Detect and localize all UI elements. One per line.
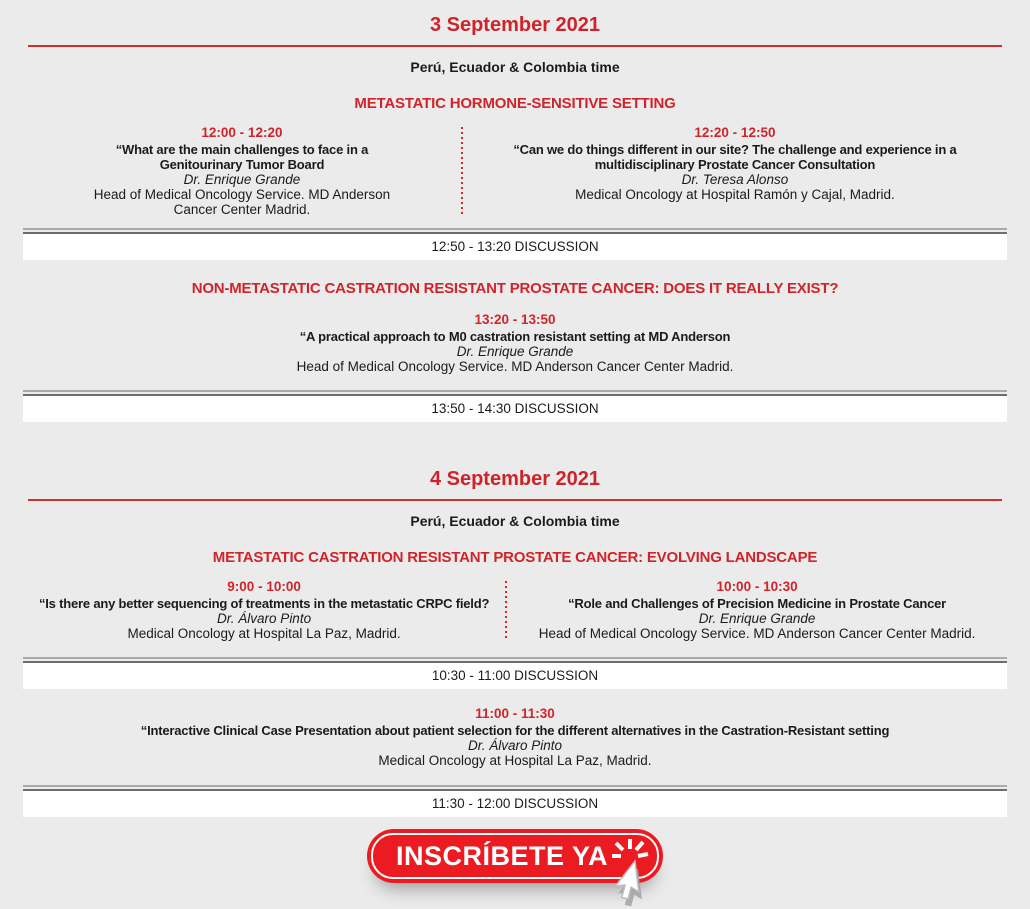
session-title: “Can we do things different in our site? The challenge and experience in a multidisciplinary Prostate Cancer Consultation [513,142,957,172]
session-time: 12:00 - 12:20 [201,125,283,140]
cta-row [23,829,1007,883]
session-title: “Interactive Clinical Case Presentation about patient selection for the different alternatives in the Castration-Resistant setting [140,723,890,738]
session-card [23,125,461,217]
register-button-label: INSCRÍBETE YA [395,840,609,871]
discussion-band [23,228,1007,260]
discussion-band [23,785,1007,817]
session-time: 11:00 - 11:30 [475,706,555,721]
day2-red-rule [28,499,1002,501]
day1-red-rule [28,45,1002,47]
session-card [23,706,1007,768]
session-card [23,312,1007,374]
discussion-band [23,390,1007,422]
day1-topic2-heading: NON-METASTATIC CASTRATION RESISTANT PROSTATE CANCER: DOES IT REALLY EXIST? [191,280,839,297]
session-time: 12:20 - 12:50 [694,125,776,140]
session-card [23,579,505,641]
day2-date-heading: 4 September 2021 [429,468,601,490]
discussion-label: 11:30 - 12:00 DISCUSSION [23,789,1007,817]
session-speaker: Dr. Teresa Alonso [681,172,789,187]
session-speaker: Dr. Enrique Grande [456,344,574,359]
day2-sessions-row [23,579,1007,641]
session-affiliation: Head of Medical Oncology Service. MD Anderson Cancer Center Madrid. [538,626,976,641]
session-affiliation: Head of Medical Oncology Service. MD Anderson Cancer Center Madrid. [296,359,734,374]
session-speaker: Dr. Álvaro Pinto [467,738,563,753]
day2-timezone: Perú, Ecuador & Colombia time [410,513,620,529]
session-title: “Role and Challenges of Precision Medicine in Prostate Cancer [568,596,947,611]
day1-topic1-heading: METASTATIC HORMONE-SENSITIVE SETTING [354,95,676,112]
session-affiliation: Head of Medical Oncology Service. MD Anderson Cancer Center Madrid. [93,187,391,217]
day1-sessions-row [23,125,1007,217]
session-speaker: Dr. Enrique Grande [183,172,301,187]
session-title: “What are the main challenges to face in a Genitourinary Tumor Board [115,142,369,172]
discussion-band [23,657,1007,689]
session-speaker: Dr. Enrique Grande [698,611,816,626]
discussion-label: 13:50 - 14:30 DISCUSSION [23,394,1007,422]
session-affiliation: Medical Oncology at Hospital Ramón y Cajal, Madrid. [575,187,895,202]
session-speaker: Dr. Álvaro Pinto [217,611,312,626]
session-time: 9:00 - 10:00 [227,579,301,594]
session-card [507,579,1007,641]
session-time: 10:00 - 10:30 [716,579,798,594]
session-time: 13:20 - 13:50 [474,312,556,327]
discussion-label: 10:30 - 11:00 DISCUSSION [23,661,1007,689]
session-title: “A practical approach to M0 castration resistant setting at MD Anderson [299,329,731,344]
session-affiliation: Medical Oncology at Hospital La Paz, Madrid. [378,753,652,768]
day-2-section [23,468,1007,817]
day1-date-heading: 3 September 2021 [429,14,601,36]
day2-topic1-heading: METASTATIC CASTRATION RESISTANT PROSTATE CANCER: EVOLVING LANDSCAPE [212,549,818,566]
session-affiliation: Medical Oncology at Hospital La Paz, Madrid. [127,626,401,641]
cursor-click-icon [609,837,675,909]
session-title: “Is there any better sequencing of treatments in the metastatic CRPC field? [38,596,490,611]
day-1-section [23,14,1007,422]
session-card [463,125,1007,217]
discussion-label: 12:50 - 13:20 DISCUSSION [23,232,1007,260]
day1-timezone: Perú, Ecuador & Colombia time [410,59,620,75]
register-button[interactable] [367,829,663,883]
